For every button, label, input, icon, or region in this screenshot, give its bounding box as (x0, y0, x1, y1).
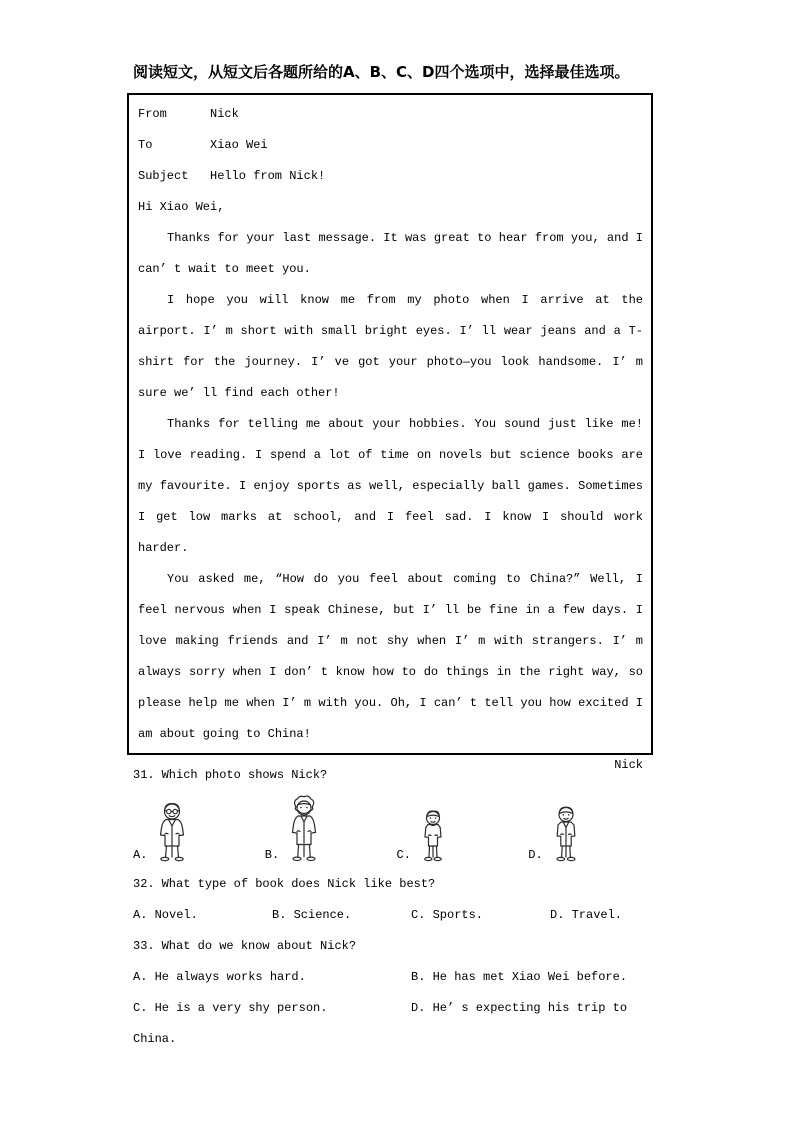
email-paragraph-3: Thanks for telling me about your hobbies. You sound just like me! I love reading. I spend a lot of time on novels but science books are my favourite. I enjoy sports as well, especially ball games. Sometimes I get low marks at school, and I feel sad. I know I should work harder. (138, 417, 643, 555)
q32-option-a: A. Novel. (133, 908, 198, 922)
photo-option-a (133, 801, 265, 863)
photo-option-b (265, 796, 397, 863)
question-33 (133, 931, 660, 962)
question-31 (133, 760, 660, 791)
photo-option-d-label: D. (528, 848, 543, 862)
q32-option-c: C. Sports. (411, 908, 484, 922)
q32-option-d: D. Travel. (550, 908, 623, 922)
question-32-text: What type of book does Nick like best? (161, 877, 436, 891)
question-32 (133, 869, 660, 900)
email-subject-value: Hello from Nick! (210, 169, 326, 183)
photo-option-c (397, 809, 529, 863)
photo-option-d (528, 805, 660, 863)
email-paragraph-2: I hope you will know me from my photo when I arrive at the airport. I’ m short with small bright eyes. I’ ll wear jeans and a T-shirt for the journey. I’ ve got your photo—you look handsome. I’ m sure we’ ll find each other! (138, 293, 643, 400)
question-32-options (133, 900, 660, 931)
email-paragraph-4: You asked me, “How do you feel about coming to China?” Well, I feel nervous when I speak Chinese, but I’ ll be fine in a few days. I love making friends and I’ m not shy when I’ m with strangers. I’ m always sorry when I don’ t know how to do things in the right way, so please help me when I’ m with you. Oh, I can’ t tell you how excited I am about going to China! (138, 572, 643, 741)
email-from-label: From (138, 107, 167, 121)
email-from-value: Nick (210, 107, 239, 121)
email-reading-passage (127, 93, 653, 772)
short-boy-in-t-shirt-icon (416, 809, 450, 863)
section-instruction: 阅读短文，从短文后各题所给的A、B、C、D四个选项中，选择最佳选项。 (133, 63, 630, 81)
q33-option-a: A. He always works hard. (133, 970, 306, 984)
email-header-row-from (138, 99, 643, 130)
questions-section (133, 760, 660, 1055)
boy-with-neat-hair-in-jacket-icon (548, 805, 584, 863)
question-33-options-row-1 (133, 962, 660, 993)
elderly-man-with-glasses-in-suit-icon (152, 801, 192, 863)
question-31-number: 31. (133, 768, 155, 782)
question-31-photo-options (133, 791, 660, 863)
question-33-number: 33. (133, 939, 155, 953)
email-subject-label: Subject (138, 169, 189, 183)
email-header-row-subject (138, 161, 643, 192)
question-31-text: Which photo shows Nick? (161, 768, 328, 782)
question-33-text: What do we know about Nick? (161, 939, 357, 953)
curly-haired-man-with-beard-in-suit-icon (284, 796, 324, 863)
email-greeting: Hi Xiao Wei, (138, 200, 225, 214)
photo-option-a-label: A. (133, 848, 148, 862)
q33-option-c: C. He is a very shy person. (133, 1001, 328, 1015)
q32-option-b: B. Science. (272, 908, 352, 922)
email-paragraph-1: Thanks for your last message. It was great to hear from you, and I can’ t wait to meet you. (138, 231, 643, 276)
question-33-option-d-wrap (133, 1024, 660, 1055)
q33-option-d: D. He’ s expecting his trip to (411, 1001, 628, 1015)
q33-option-d-continuation: China. (133, 1032, 177, 1046)
photo-option-c-label: C. (396, 848, 411, 862)
email-header-row-to (138, 130, 643, 161)
question-33-options-row-2 (133, 993, 660, 1024)
email-signature: Nick (614, 758, 643, 772)
email-to-value: Xiao Wei (210, 138, 268, 152)
q33-option-b: B. He has met Xiao Wei before. (411, 970, 628, 984)
email-to-label: To (138, 138, 153, 152)
photo-option-b-label: B. (264, 848, 280, 862)
question-32-number: 32. (133, 877, 155, 891)
